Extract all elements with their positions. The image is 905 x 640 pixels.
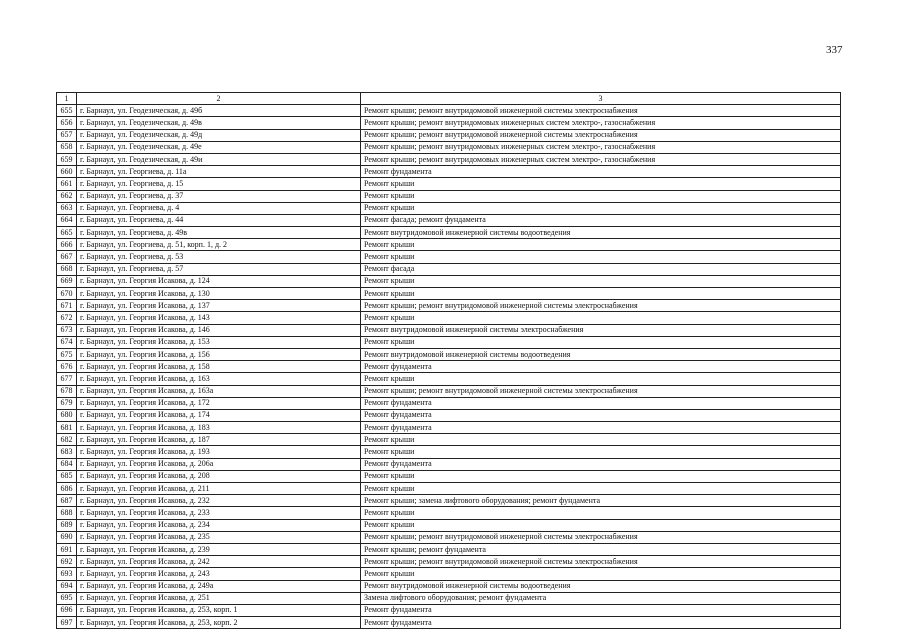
table-row bbox=[57, 458, 841, 470]
table-row bbox=[57, 239, 841, 251]
works-cell: Ремонт крыши bbox=[361, 434, 841, 446]
address-cell: г. Барнаул, ул. Георгия Исакова, д. 234 bbox=[77, 519, 361, 531]
works-cell: Ремонт внутридомовой инженерной системы водоотведения bbox=[361, 580, 841, 592]
address-cell: г. Барнаул, ул. Геодезическая, д. 49д bbox=[77, 129, 361, 141]
works-cell: Замена лифтового оборудования; ремонт фундамента bbox=[361, 592, 841, 604]
row-number: 697 bbox=[57, 617, 77, 629]
column-header-works: 3 bbox=[361, 93, 841, 105]
works-cell: Ремонт крыши; ремонт внутридомовых инженерных систем электро-, газоснабжения bbox=[361, 141, 841, 153]
row-number: 675 bbox=[57, 348, 77, 360]
table-row bbox=[57, 202, 841, 214]
table-row bbox=[57, 385, 841, 397]
address-cell: г. Барнаул, ул. Геодезическая, д. 49и bbox=[77, 153, 361, 165]
table-row bbox=[57, 397, 841, 409]
row-number: 696 bbox=[57, 604, 77, 616]
works-cell: Ремонт фундамента bbox=[361, 604, 841, 616]
repair-program-table bbox=[56, 92, 841, 629]
address-cell: г. Барнаул, ул. Георгия Исакова, д. 233 bbox=[77, 507, 361, 519]
table-row bbox=[57, 556, 841, 568]
table-row bbox=[57, 166, 841, 178]
table-row bbox=[57, 531, 841, 543]
address-cell: г. Барнаул, ул. Георгия Исакова, д. 243 bbox=[77, 568, 361, 580]
address-cell: г. Барнаул, ул. Георгиева, д. 57 bbox=[77, 263, 361, 275]
table-row bbox=[57, 312, 841, 324]
works-cell: Ремонт фундамента bbox=[361, 617, 841, 629]
row-number: 672 bbox=[57, 312, 77, 324]
address-cell: г. Барнаул, ул. Георгия Исакова, д. 235 bbox=[77, 531, 361, 543]
row-number: 687 bbox=[57, 495, 77, 507]
row-number: 689 bbox=[57, 519, 77, 531]
row-number: 690 bbox=[57, 531, 77, 543]
address-cell: г. Барнаул, ул. Георгия Исакова, д. 163а bbox=[77, 385, 361, 397]
row-number: 663 bbox=[57, 202, 77, 214]
works-cell: Ремонт крыши bbox=[361, 470, 841, 482]
row-number: 657 bbox=[57, 129, 77, 141]
table-row bbox=[57, 263, 841, 275]
table-row bbox=[57, 519, 841, 531]
address-cell: г. Барнаул, ул. Геодезическая, д. 49е bbox=[77, 141, 361, 153]
address-cell: г. Барнаул, ул. Георгия Исакова, д. 153 bbox=[77, 336, 361, 348]
row-number: 693 bbox=[57, 568, 77, 580]
row-number: 665 bbox=[57, 227, 77, 239]
address-cell: г. Барнаул, ул. Георгия Исакова, д. 232 bbox=[77, 495, 361, 507]
address-cell: г. Барнаул, ул. Георгиева, д. 15 bbox=[77, 178, 361, 190]
table-row bbox=[57, 507, 841, 519]
row-number: 669 bbox=[57, 275, 77, 287]
address-cell: г. Барнаул, ул. Георгиева, д. 53 bbox=[77, 251, 361, 263]
works-cell: Ремонт фундамента bbox=[361, 422, 841, 434]
table-row bbox=[57, 409, 841, 421]
table-row bbox=[57, 422, 841, 434]
row-number: 674 bbox=[57, 336, 77, 348]
table-row bbox=[57, 227, 841, 239]
row-number: 661 bbox=[57, 178, 77, 190]
column-header-address: 2 bbox=[77, 93, 361, 105]
table-row bbox=[57, 580, 841, 592]
row-number: 666 bbox=[57, 239, 77, 251]
row-number: 686 bbox=[57, 483, 77, 495]
header-row bbox=[57, 93, 841, 105]
works-cell: Ремонт крыши bbox=[361, 446, 841, 458]
table-row bbox=[57, 592, 841, 604]
row-number: 694 bbox=[57, 580, 77, 592]
address-cell: г. Барнаул, ул. Георгия Исакова, д. 253, корп. 1 bbox=[77, 604, 361, 616]
works-cell: Ремонт крыши bbox=[361, 519, 841, 531]
table-row bbox=[57, 105, 841, 117]
address-cell: г. Барнаул, ул. Георгия Исакова, д. 146 bbox=[77, 324, 361, 336]
works-cell: Ремонт крыши bbox=[361, 312, 841, 324]
works-cell: Ремонт внутридомовой инженерной системы электроснабжения bbox=[361, 324, 841, 336]
row-number: 688 bbox=[57, 507, 77, 519]
works-cell: Ремонт крыши; ремонт внутридомовой инженерной системы электроснабжения bbox=[361, 129, 841, 141]
works-cell: Ремонт крыши; ремонт внутридомовой инженерной системы электроснабжения bbox=[361, 531, 841, 543]
row-number: 685 bbox=[57, 470, 77, 482]
table-row bbox=[57, 617, 841, 629]
address-cell: г. Барнаул, ул. Георгия Исакова, д. 253, корп. 2 bbox=[77, 617, 361, 629]
row-number: 667 bbox=[57, 251, 77, 263]
works-cell: Ремонт крыши; ремонт внутридомовой инженерной системы электроснабжения bbox=[361, 556, 841, 568]
table-row bbox=[57, 117, 841, 129]
row-number: 655 bbox=[57, 105, 77, 117]
table-row bbox=[57, 300, 841, 312]
table-row bbox=[57, 275, 841, 287]
row-number: 673 bbox=[57, 324, 77, 336]
works-cell: Ремонт крыши; ремонт внутридомовой инженерной системы электроснабжения bbox=[361, 300, 841, 312]
address-cell: г. Барнаул, ул. Георгия Исакова, д. 174 bbox=[77, 409, 361, 421]
address-cell: г. Барнаул, ул. Георгия Исакова, д. 183 bbox=[77, 422, 361, 434]
works-cell: Ремонт фундамента bbox=[361, 166, 841, 178]
table-row bbox=[57, 348, 841, 360]
table-row bbox=[57, 190, 841, 202]
address-cell: г. Барнаул, ул. Георгиева, д. 4 bbox=[77, 202, 361, 214]
table-row bbox=[57, 446, 841, 458]
address-cell: г. Барнаул, ул. Георгия Исакова, д. 242 bbox=[77, 556, 361, 568]
row-number: 682 bbox=[57, 434, 77, 446]
works-cell: Ремонт крыши bbox=[361, 507, 841, 519]
row-number: 683 bbox=[57, 446, 77, 458]
works-cell: Ремонт крыши; ремонт внутридомовых инженерных систем электро-, газоснабжения bbox=[361, 117, 841, 129]
table-row bbox=[57, 483, 841, 495]
row-number: 677 bbox=[57, 373, 77, 385]
works-cell: Ремонт крыши bbox=[361, 336, 841, 348]
table-row bbox=[57, 434, 841, 446]
address-cell: г. Барнаул, ул. Георгия Исакова, д. 124 bbox=[77, 275, 361, 287]
row-number: 680 bbox=[57, 409, 77, 421]
row-number: 662 bbox=[57, 190, 77, 202]
works-cell: Ремонт крыши; замена лифтового оборудования; ремонт фундамента bbox=[361, 495, 841, 507]
table-row bbox=[57, 324, 841, 336]
address-cell: г. Барнаул, ул. Георгия Исакова, д. 208 bbox=[77, 470, 361, 482]
works-cell: Ремонт крыши; ремонт внутридомовых инженерных систем электро-, газоснабжения bbox=[361, 153, 841, 165]
row-number: 695 bbox=[57, 592, 77, 604]
address-cell: г. Барнаул, ул. Георгия Исакова, д. 156 bbox=[77, 348, 361, 360]
table-row bbox=[57, 153, 841, 165]
address-cell: г. Барнаул, ул. Геодезическая, д. 49в bbox=[77, 117, 361, 129]
works-cell: Ремонт крыши bbox=[361, 251, 841, 263]
works-cell: Ремонт внутридомовой инженерной системы водоотведения bbox=[361, 348, 841, 360]
row-number: 656 bbox=[57, 117, 77, 129]
table-row bbox=[57, 214, 841, 226]
row-number: 691 bbox=[57, 543, 77, 555]
address-cell: г. Барнаул, ул. Георгия Исакова, д. 206а bbox=[77, 458, 361, 470]
column-header-number: 1 bbox=[57, 93, 77, 105]
works-cell: Ремонт внутридомовой инженерной системы водоотведения bbox=[361, 227, 841, 239]
address-cell: г. Барнаул, ул. Георгия Исакова, д. 193 bbox=[77, 446, 361, 458]
works-cell: Ремонт фундамента bbox=[361, 397, 841, 409]
table-row bbox=[57, 568, 841, 580]
address-cell: г. Барнаул, ул. Георгиева, д. 37 bbox=[77, 190, 361, 202]
table-row bbox=[57, 178, 841, 190]
row-number: 664 bbox=[57, 214, 77, 226]
row-number: 679 bbox=[57, 397, 77, 409]
table-row bbox=[57, 288, 841, 300]
row-number: 670 bbox=[57, 288, 77, 300]
works-cell: Ремонт крыши; ремонт фундамента bbox=[361, 543, 841, 555]
address-cell: г. Барнаул, ул. Георгия Исакова, д. 249а bbox=[77, 580, 361, 592]
row-number: 658 bbox=[57, 141, 77, 153]
works-cell: Ремонт крыши; ремонт внутридомовой инженерной системы электроснабжения bbox=[361, 105, 841, 117]
works-cell: Ремонт фасада bbox=[361, 263, 841, 275]
works-cell: Ремонт крыши bbox=[361, 483, 841, 495]
address-cell: г. Барнаул, ул. Геодезическая, д. 49б bbox=[77, 105, 361, 117]
works-cell: Ремонт крыши bbox=[361, 239, 841, 251]
row-number: 681 bbox=[57, 422, 77, 434]
works-cell: Ремонт крыши bbox=[361, 373, 841, 385]
address-cell: г. Барнаул, ул. Георгия Исакова, д. 251 bbox=[77, 592, 361, 604]
address-cell: г. Барнаул, ул. Георгиева, д. 49в bbox=[77, 227, 361, 239]
table-row bbox=[57, 470, 841, 482]
address-cell: г. Барнаул, ул. Георгия Исакова, д. 239 bbox=[77, 543, 361, 555]
table-row bbox=[57, 251, 841, 263]
row-number: 676 bbox=[57, 361, 77, 373]
works-cell: Ремонт крыши bbox=[361, 178, 841, 190]
address-cell: г. Барнаул, ул. Георгия Исакова, д. 158 bbox=[77, 361, 361, 373]
works-cell: Ремонт крыши bbox=[361, 288, 841, 300]
page-number: 337 bbox=[826, 44, 843, 56]
works-cell: Ремонт крыши bbox=[361, 202, 841, 214]
table-row bbox=[57, 604, 841, 616]
row-number: 692 bbox=[57, 556, 77, 568]
table-row bbox=[57, 129, 841, 141]
works-cell: Ремонт крыши bbox=[361, 190, 841, 202]
address-cell: г. Барнаул, ул. Георгиева, д. 51, корп. 1, д. 2 bbox=[77, 239, 361, 251]
address-cell: г. Барнаул, ул. Георгия Исакова, д. 172 bbox=[77, 397, 361, 409]
works-cell: Ремонт фасада; ремонт фундамента bbox=[361, 214, 841, 226]
row-number: 671 bbox=[57, 300, 77, 312]
works-cell: Ремонт крыши bbox=[361, 275, 841, 287]
works-cell: Ремонт крыши; ремонт внутридомовой инженерной системы электроснабжения bbox=[361, 385, 841, 397]
address-cell: г. Барнаул, ул. Георгиева, д. 11а bbox=[77, 166, 361, 178]
works-cell: Ремонт фундамента bbox=[361, 409, 841, 421]
row-number: 659 bbox=[57, 153, 77, 165]
row-number: 684 bbox=[57, 458, 77, 470]
row-number: 668 bbox=[57, 263, 77, 275]
address-cell: г. Барнаул, ул. Георгиева, д. 44 bbox=[77, 214, 361, 226]
table-row bbox=[57, 373, 841, 385]
table-row bbox=[57, 141, 841, 153]
table-row bbox=[57, 543, 841, 555]
works-cell: Ремонт крыши bbox=[361, 568, 841, 580]
address-cell: г. Барнаул, ул. Георгия Исакова, д. 211 bbox=[77, 483, 361, 495]
works-cell: Ремонт фундамента bbox=[361, 361, 841, 373]
row-number: 678 bbox=[57, 385, 77, 397]
address-cell: г. Барнаул, ул. Георгия Исакова, д. 130 bbox=[77, 288, 361, 300]
address-cell: г. Барнаул, ул. Георгия Исакова, д. 163 bbox=[77, 373, 361, 385]
table-row bbox=[57, 361, 841, 373]
address-cell: г. Барнаул, ул. Георгия Исакова, д. 143 bbox=[77, 312, 361, 324]
row-number: 660 bbox=[57, 166, 77, 178]
address-cell: г. Барнаул, ул. Георгия Исакова, д. 187 bbox=[77, 434, 361, 446]
works-cell: Ремонт фундамента bbox=[361, 458, 841, 470]
table-row bbox=[57, 495, 841, 507]
table-row bbox=[57, 336, 841, 348]
address-cell: г. Барнаул, ул. Георгия Исакова, д. 137 bbox=[77, 300, 361, 312]
